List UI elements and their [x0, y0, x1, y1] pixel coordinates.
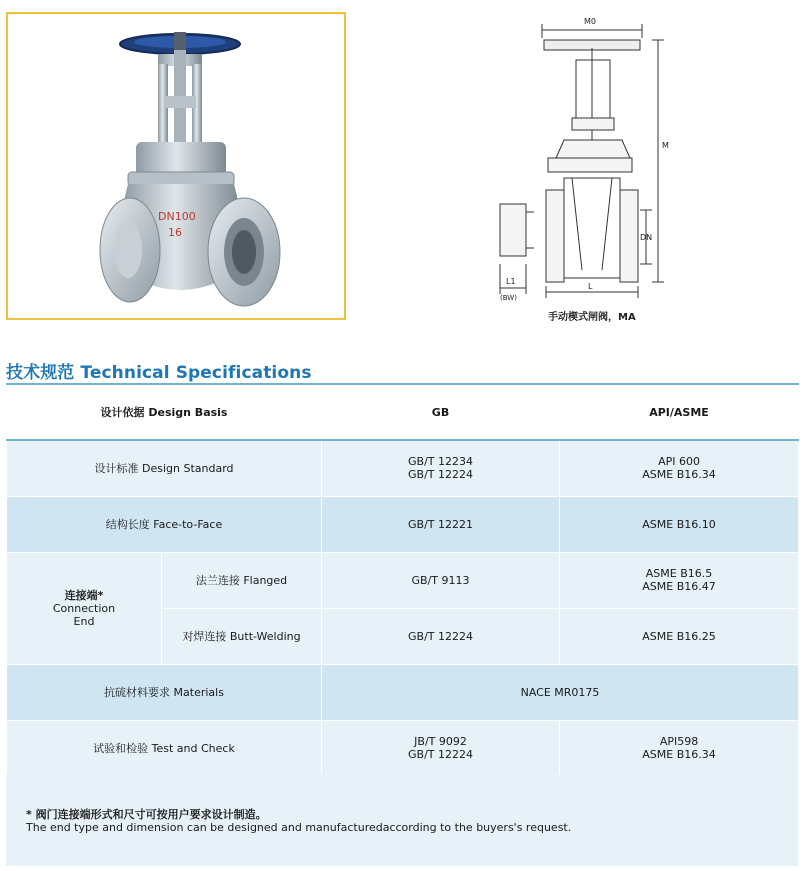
dim-label-m: M — [662, 141, 669, 150]
drawing-caption: 手动楔式闸阀，MA — [548, 312, 636, 323]
cell-api: ASME B16.5 ASME B16.47 — [560, 552, 799, 608]
cell-gb: JB/T 9092 GB/T 12224 — [322, 720, 560, 776]
cell-gb: GB/T 12234 GB/T 12224 — [322, 440, 560, 496]
row-label-flanged: 法兰连接 Flanged — [162, 552, 322, 608]
dim-label-l: L — [588, 282, 593, 291]
gate-valve-image — [8, 14, 344, 318]
header-api-asme: API/ASME — [560, 384, 799, 440]
row-label-face-to-face: 结构长度 Face-to-Face — [7, 496, 322, 552]
cell-api: ASME B16.10 — [560, 496, 799, 552]
table-row — [7, 664, 799, 720]
cell-gb: GB/T 9113 — [322, 552, 560, 608]
table-row — [7, 552, 799, 608]
dim-label-dn: DN — [640, 233, 653, 242]
row-label-materials: 抗硫材料要求 Materials — [7, 664, 322, 720]
header-gb: GB — [322, 384, 560, 440]
specifications-table — [6, 383, 799, 777]
header-design-basis: 设计依据 Design Basis — [7, 384, 322, 440]
cell-api: API 600 ASME B16.34 — [560, 440, 799, 496]
row-label-connection-end: 连接端* Connection End — [7, 552, 162, 664]
valve-outline-drawing — [490, 8, 670, 328]
table-row — [7, 720, 799, 776]
footnote-cn: * 阀门连接端形式和尺寸可按用户要求设计制造。 — [26, 808, 267, 821]
footnote-en: The end type and dimension can be designed and manufacturedaccording to the buyers's request. — [26, 821, 572, 834]
cell-api: ASME B16.25 — [560, 608, 799, 664]
dim-label-bw: (BW) — [500, 294, 517, 302]
row-label-design-standard: 设计标准 Design Standard — [7, 440, 322, 496]
footnote — [6, 774, 798, 866]
body-mark-size: DN100 — [158, 210, 196, 223]
section-title: 技术规范 Technical Specifications — [6, 363, 312, 383]
cell-api: API598 ASME B16.34 — [560, 720, 799, 776]
dim-label-m0: M0 — [584, 17, 596, 26]
cell-gb: GB/T 12221 — [322, 496, 560, 552]
row-label-butt-welding: 对焊连接 Butt-Welding — [162, 608, 322, 664]
row-label-test-check: 试验和检验 Test and Check — [7, 720, 322, 776]
product-photo — [6, 12, 346, 320]
cell-materials-value: NACE MR0175 — [322, 664, 799, 720]
body-mark-pressure: 16 — [168, 226, 182, 239]
table-row — [7, 440, 799, 496]
table-row — [7, 496, 799, 552]
cell-gb: GB/T 12224 — [322, 608, 560, 664]
dim-label-l1: L1 — [506, 277, 516, 286]
table-header-row — [7, 384, 799, 440]
